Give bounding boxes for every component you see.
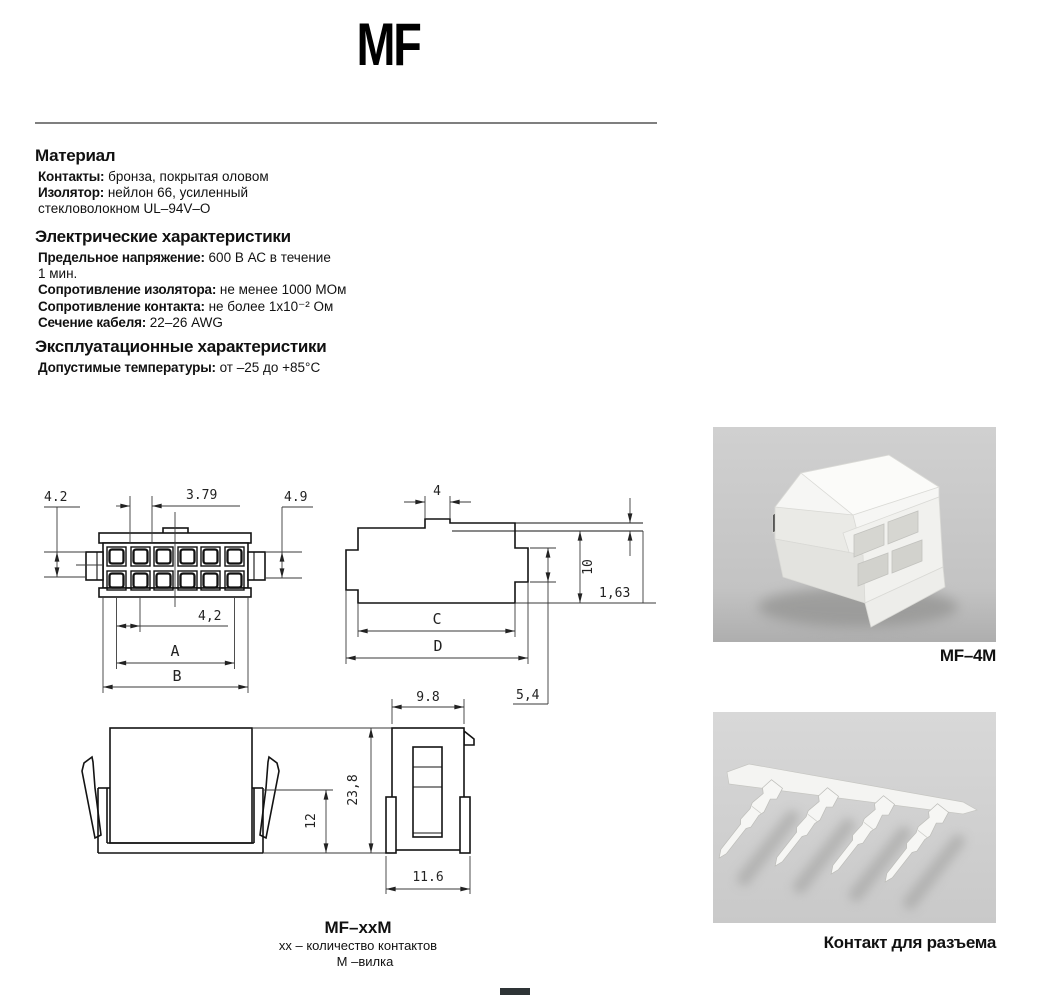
connector-photo-caption: MF–4M <box>939 646 996 665</box>
side-view-drawing <box>82 728 392 853</box>
caption-note: М –вилка <box>336 954 394 969</box>
dim-label: 11.6 <box>412 870 444 885</box>
section-heading: Электрические характеристики <box>35 227 291 246</box>
spec-line: Допустимые температуры: от –25 до +85°C <box>38 360 321 375</box>
dim-label: C <box>432 610 442 628</box>
page-title: MF <box>356 11 420 78</box>
contacts-photo <box>713 712 996 923</box>
dim-label: 1,63 <box>599 586 631 601</box>
section-heading: Материал <box>35 146 116 165</box>
caption-note: хх – количество контактов <box>278 938 438 953</box>
spec-line: Изолятор: нейлон 66, усиленный <box>38 185 249 201</box>
model-code: MF–xxM <box>324 918 392 937</box>
contacts-photo-image <box>713 712 996 923</box>
dim-label: 23,8 <box>346 774 361 806</box>
dim-label: 4 <box>433 484 441 499</box>
front-view-drawing <box>44 488 313 693</box>
profile-view-drawing <box>386 690 474 894</box>
spec-line: Контакты: бронза, покрытая оловом <box>38 169 269 184</box>
dim-label: 10 <box>581 559 596 575</box>
section-heading: Эксплуатационные характеристики <box>35 337 327 356</box>
dim-label: 9.8 <box>416 690 440 705</box>
dim-label: A <box>170 642 180 660</box>
connector-photo <box>713 427 996 642</box>
dim-label: 4.9 <box>284 490 308 505</box>
spec-line: Сечение кабеля: 22–26 AWG <box>38 314 223 330</box>
drawing-caption <box>238 918 478 970</box>
spec-line: Сопротивление изолятора: не менее 1000 МОм <box>38 282 347 298</box>
spec-line: Предельное напряжение: 600 В АС в течение <box>38 250 331 265</box>
top-view-drawing <box>346 484 656 704</box>
dim-label: 12 <box>304 813 319 829</box>
dim-label: 3.79 <box>186 488 218 503</box>
dim-label: 4.2 <box>44 490 68 505</box>
dim-label: D <box>433 637 443 655</box>
spec-line: стекловолокном UL–94V–O <box>38 201 211 217</box>
dim-label: 5,4 <box>516 688 540 703</box>
scan-artifact <box>500 988 530 995</box>
dim-label: B <box>172 667 182 685</box>
connector-photo-image <box>713 427 996 642</box>
contacts-photo-caption: Контакт для разъема <box>823 933 996 952</box>
dim-label: 4,2 <box>198 609 222 624</box>
spec-line: Сопротивление контакта: не более 1x10⁻² Ом <box>38 298 334 314</box>
spec-line: 1 мин. <box>38 266 78 282</box>
